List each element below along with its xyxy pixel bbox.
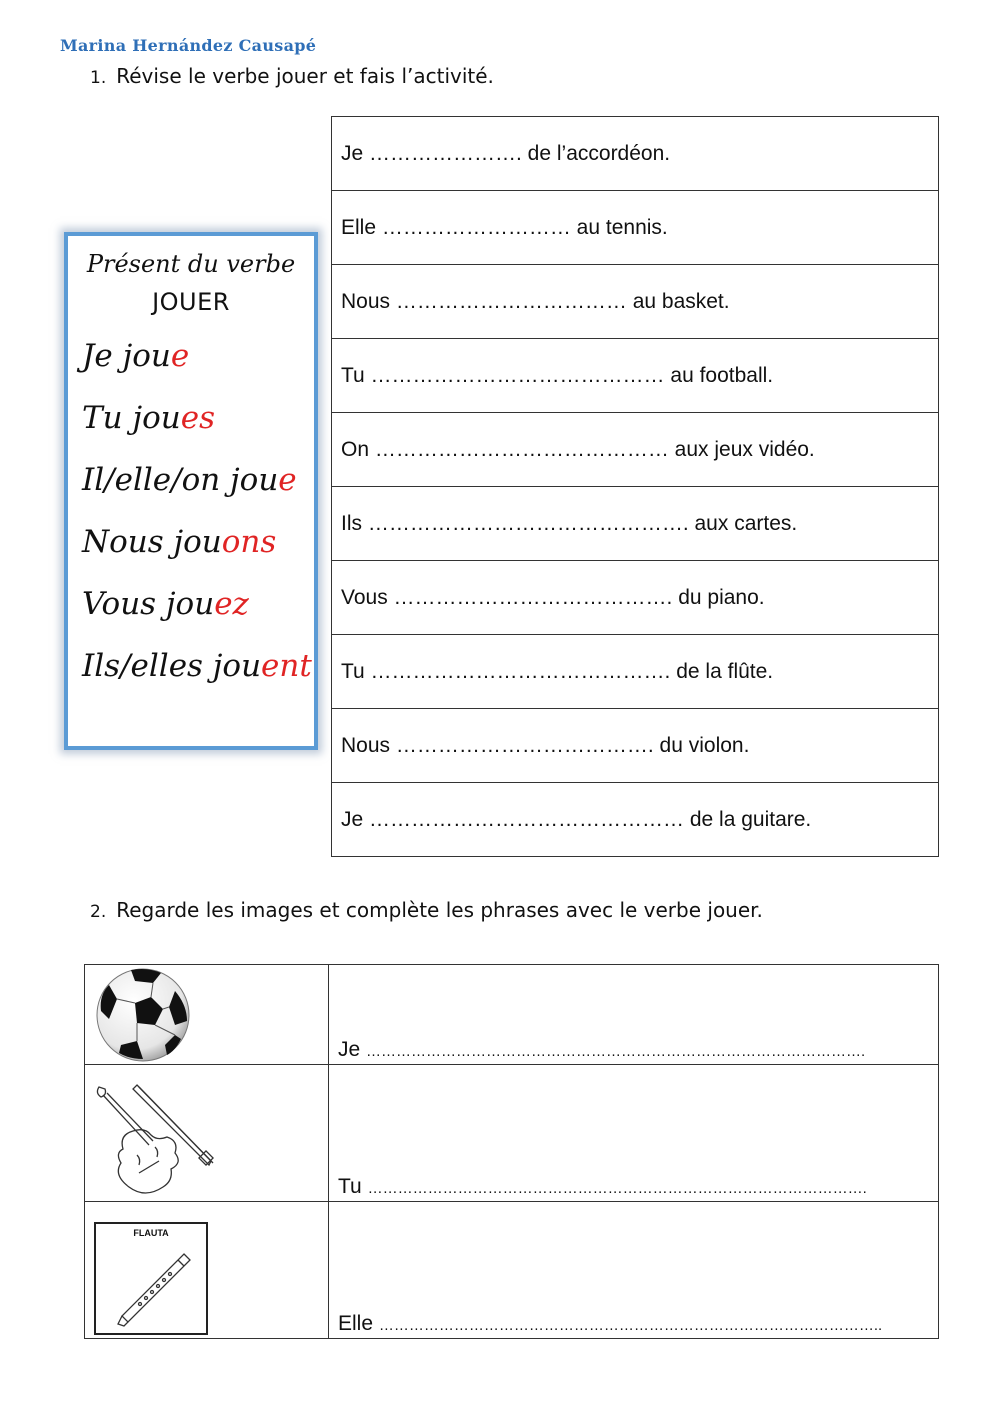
exercise1-heading: [90, 64, 494, 88]
recorder-flute-card: [94, 1222, 208, 1335]
soccer-ball-icon: [91, 965, 197, 1063]
answer-blank[interactable]: ………………………………………………………………………………………..: [378, 1317, 883, 1334]
answer-blank[interactable]: ……………………………………………………………………………………….: [367, 1180, 867, 1197]
sentence-cell[interactable]: Tu ……………………………………. de la flûte.: [332, 635, 939, 709]
conjugation-ending: ons: [221, 524, 277, 560]
answer-subject: Elle: [338, 1312, 374, 1335]
table-row: [332, 191, 939, 265]
table-row: [332, 265, 939, 339]
card-verb: JOUER: [152, 288, 230, 316]
card-title: Présent du verbe: [86, 250, 296, 278]
exercise1-table: [331, 116, 939, 857]
violin-icon: [93, 1083, 223, 1197]
author-name: Marina Hernández Causapé: [60, 36, 317, 55]
sentence-cell[interactable]: Tu …………………………………… au football.: [332, 339, 939, 413]
conjugation-row: [82, 338, 189, 374]
answer-cell[interactable]: [329, 1065, 939, 1202]
sentence-cell[interactable]: On …………………………………… aux jeux vidéo.: [332, 413, 939, 487]
sentence-cell[interactable]: Nous ………………………………. du violon.: [332, 709, 939, 783]
recorder-flute-icon: [114, 1250, 194, 1330]
conjugation-ending: e: [170, 338, 190, 374]
answer-subject: Tu: [338, 1175, 362, 1198]
exercise2-instruction: Regarde les images et complète les phrases avec le verbe jouer.: [116, 898, 763, 922]
exercise2-heading: [90, 898, 763, 922]
conjugation-ending: e: [278, 462, 297, 498]
image-cell: [85, 1202, 329, 1339]
image-cell: [85, 965, 329, 1065]
answer-subject: Je: [338, 1038, 361, 1061]
sentence-cell[interactable]: Vous …………………………………. du piano.: [332, 561, 939, 635]
exercise2-number: 2.: [90, 902, 107, 922]
table-row: [332, 635, 939, 709]
answer-blank[interactable]: ……………………………………………………………………………………….: [366, 1043, 866, 1060]
exercise1-number: 1.: [90, 68, 107, 88]
conjugation-row: [82, 648, 312, 684]
table-row: [85, 1202, 939, 1339]
conjugation-ending: ez: [214, 586, 249, 622]
table-row: [332, 487, 939, 561]
conjugation-row: [82, 586, 249, 622]
sentence-cell[interactable]: Je …………………. de l’accordéon.: [332, 117, 939, 191]
conjugation-ending: es: [180, 400, 216, 436]
sentence-cell[interactable]: Je ……………………………………… de la guitare.: [332, 783, 939, 857]
conjugation-row: [82, 462, 297, 498]
table-row: [85, 965, 939, 1065]
table-row: [332, 783, 939, 857]
sentence-cell[interactable]: Elle ……………………… au tennis.: [332, 191, 939, 265]
sentence-cell[interactable]: Ils ………………………………………. aux cartes.: [332, 487, 939, 561]
conjugation-stem: Nous jou: [82, 524, 222, 560]
sentence-cell[interactable]: Nous …………………………… au basket.: [332, 265, 939, 339]
conjugation-stem: Tu jou: [82, 400, 181, 436]
table-row: [332, 117, 939, 191]
table-row: [332, 339, 939, 413]
exercise1-instruction: Révise le verbe jouer et fais l’activité.: [116, 64, 494, 88]
exercise2-table: [84, 964, 939, 1339]
conjugation-card: [64, 232, 318, 750]
table-row: [85, 1065, 939, 1202]
conjugation-stem: Il/elle/on jou: [82, 462, 279, 498]
table-row: [332, 413, 939, 487]
conjugation-row: [82, 400, 215, 436]
conjugation-stem: Ils/elles jou: [82, 648, 262, 684]
table-row: [332, 709, 939, 783]
answer-cell[interactable]: [329, 965, 939, 1065]
conjugation-row: [82, 524, 276, 560]
conjugation-ending: ent: [261, 648, 312, 684]
image-label: FLAUTA: [133, 1228, 169, 1238]
table-row: [332, 561, 939, 635]
answer-cell[interactable]: [329, 1202, 939, 1339]
image-cell: [85, 1065, 329, 1202]
conjugation-stem: Vous jou: [82, 586, 215, 622]
conjugation-stem: Je jou: [82, 338, 171, 374]
